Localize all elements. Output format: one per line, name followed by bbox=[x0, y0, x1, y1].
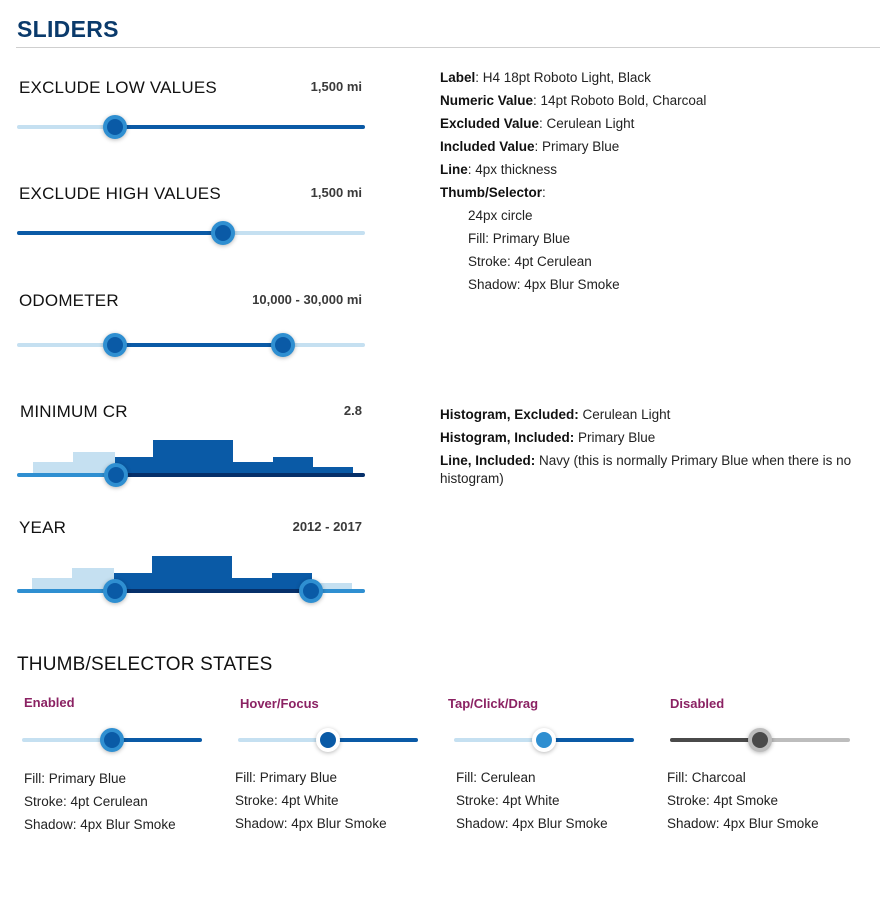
track-excluded bbox=[17, 343, 115, 347]
title-divider bbox=[16, 47, 880, 48]
slider-thumb[interactable] bbox=[103, 115, 127, 139]
state-enabled-stroke: Stroke: 4pt Cerulean bbox=[24, 794, 148, 809]
state-enabled-shadow: Shadow: 4px Blur Smoke bbox=[24, 817, 176, 832]
page-title: SLIDERS bbox=[17, 16, 119, 42]
spec-thumb-selector: Thumb/Selector: bbox=[440, 185, 546, 200]
slider-label-year: YEAR bbox=[19, 518, 67, 537]
histogram-bar-excluded bbox=[32, 578, 72, 589]
slider-label-exclude-high: EXCLUDE HIGH VALUES bbox=[19, 184, 221, 203]
track-included bbox=[115, 473, 365, 477]
track-included bbox=[17, 231, 223, 235]
slider-exclude-high[interactable] bbox=[17, 231, 365, 235]
slider-year[interactable] bbox=[17, 554, 365, 596]
slider-minimum-cr[interactable] bbox=[17, 438, 365, 480]
spec-histogram-included: Histogram, Included: Primary Blue bbox=[440, 430, 656, 445]
track-excluded bbox=[17, 473, 115, 477]
thumb-tap[interactable] bbox=[532, 728, 556, 752]
spec-thumb-stroke: Stroke: 4pt Cerulean bbox=[468, 254, 592, 269]
slider-value-year: 2012 - 2017 bbox=[292, 519, 362, 534]
state-slider-enabled[interactable] bbox=[22, 738, 202, 742]
state-tap-shadow: Shadow: 4px Blur Smoke bbox=[456, 816, 608, 831]
spec-line-included-wrap: histogram) bbox=[440, 471, 504, 486]
slider-value-exclude-low: 1,500 mi bbox=[310, 79, 362, 94]
thumb-enabled[interactable] bbox=[100, 728, 124, 752]
track-excluded bbox=[670, 738, 760, 742]
histogram-bar-included bbox=[273, 457, 313, 473]
state-tap-stroke: Stroke: 4pt White bbox=[456, 793, 560, 808]
track-excluded bbox=[238, 738, 328, 742]
track-included bbox=[112, 738, 202, 742]
spec-thumb-fill: Fill: Primary Blue bbox=[468, 231, 571, 246]
slider-thumb-min[interactable] bbox=[103, 333, 127, 357]
state-disabled-shadow: Shadow: 4px Blur Smoke bbox=[667, 816, 819, 831]
slider-thumb[interactable] bbox=[211, 221, 235, 245]
state-disabled-stroke: Stroke: 4pt Smoke bbox=[667, 793, 779, 808]
section-title-thumb-states: THUMB/SELECTOR STATES bbox=[17, 654, 273, 675]
track-excluded bbox=[223, 231, 365, 235]
spec-line: Line: 4px thickness bbox=[440, 162, 558, 177]
spec-included-value: Included Value: Primary Blue bbox=[440, 139, 620, 154]
track-included bbox=[115, 343, 283, 347]
thumb-disabled bbox=[748, 728, 772, 752]
track-included bbox=[760, 738, 850, 742]
slider-value-minimum-cr: 2.8 bbox=[343, 403, 362, 418]
slider-thumb-max[interactable] bbox=[271, 333, 295, 357]
state-label-hover: Hover/Focus bbox=[240, 696, 319, 711]
slider-label-odometer: ODOMETER bbox=[19, 291, 119, 310]
track-included bbox=[115, 125, 365, 129]
track-included bbox=[115, 589, 311, 593]
spec-histogram-excluded: Histogram, Excluded: Cerulean Light bbox=[440, 407, 671, 422]
track-excluded bbox=[17, 589, 115, 593]
state-slider-tap[interactable] bbox=[454, 738, 634, 742]
slider-label-minimum-cr: MINIMUM CR bbox=[20, 402, 128, 421]
slider-value-odometer: 10,000 - 30,000 mi bbox=[252, 292, 362, 307]
spec-line-included: Line, Included: Navy (this is normally Primary Blue when there is no bbox=[440, 453, 852, 468]
histogram-bar-included bbox=[153, 440, 233, 473]
track-excluded bbox=[283, 343, 365, 347]
state-hover-shadow: Shadow: 4px Blur Smoke bbox=[235, 816, 387, 831]
state-tap-fill: Fill: Cerulean bbox=[456, 770, 536, 785]
state-label-tap: Tap/Click/Drag bbox=[448, 696, 539, 711]
state-enabled-fill: Fill: Primary Blue bbox=[24, 771, 127, 786]
track-included bbox=[544, 738, 634, 742]
slider-value-exclude-high: 1,500 mi bbox=[310, 185, 362, 200]
track-excluded bbox=[17, 125, 115, 129]
spec-excluded-value: Excluded Value: Cerulean Light bbox=[440, 116, 635, 131]
state-label-disabled: Disabled bbox=[670, 696, 725, 711]
slider-thumb[interactable] bbox=[104, 463, 128, 487]
spec-label: Label: H4 18pt Roboto Light, Black bbox=[440, 70, 651, 85]
slider-odometer[interactable] bbox=[17, 343, 365, 347]
state-slider-disabled bbox=[670, 738, 850, 742]
slider-thumb-max[interactable] bbox=[299, 579, 323, 603]
state-slider-hover[interactable] bbox=[238, 738, 418, 742]
histogram-bar-excluded bbox=[33, 462, 73, 473]
state-hover-fill: Fill: Primary Blue bbox=[235, 770, 338, 785]
track-excluded bbox=[454, 738, 544, 742]
thumb-hover[interactable] bbox=[316, 728, 340, 752]
spec-numeric-value: Numeric Value: 14pt Roboto Bold, Charcoal bbox=[440, 93, 707, 108]
histogram-bar-included bbox=[232, 578, 272, 589]
histogram-bar-included bbox=[233, 462, 273, 473]
state-disabled-fill: Fill: Charcoal bbox=[667, 770, 746, 785]
state-label-enabled: Enabled bbox=[24, 695, 75, 710]
histogram-bar-included bbox=[152, 556, 232, 589]
slider-thumb-min[interactable] bbox=[103, 579, 127, 603]
spec-thumb-size: 24px circle bbox=[468, 208, 533, 223]
slider-label-exclude-low: EXCLUDE LOW VALUES bbox=[19, 78, 217, 97]
state-hover-stroke: Stroke: 4pt White bbox=[235, 793, 339, 808]
slider-exclude-low[interactable] bbox=[17, 125, 365, 129]
spec-thumb-shadow: Shadow: 4px Blur Smoke bbox=[468, 277, 620, 292]
track-excluded bbox=[22, 738, 112, 742]
track-included bbox=[328, 738, 418, 742]
